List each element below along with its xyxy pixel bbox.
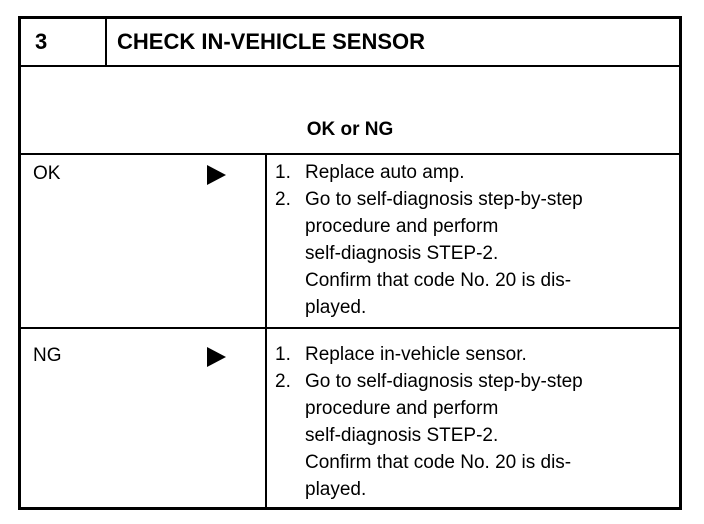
ok-label: OK xyxy=(33,163,61,184)
result-column-divider xyxy=(265,153,267,507)
check-table xyxy=(18,16,682,510)
ok-action-2 xyxy=(275,186,583,321)
action-number: 1. xyxy=(275,344,291,365)
prompt-separator xyxy=(21,153,679,155)
ok-action-1 xyxy=(275,159,583,186)
header-divider xyxy=(105,19,107,65)
action-number: 2. xyxy=(275,189,291,210)
action-text: self-diagnosis STEP-2. xyxy=(305,243,499,264)
header-separator xyxy=(21,65,679,67)
action-text: Go to self-diagnosis step-by-step xyxy=(305,371,583,392)
action-text: Go to self-diagnosis step-by-step xyxy=(305,189,583,210)
action-number: 2. xyxy=(275,371,291,392)
action-text: Confirm that code No. 20 is dis- xyxy=(305,452,572,473)
row-separator xyxy=(21,327,679,329)
action-text: self-diagnosis STEP-2. xyxy=(305,425,499,446)
action-text: Replace auto amp. xyxy=(305,162,465,183)
action-text: played. xyxy=(305,479,367,500)
ng-label: NG xyxy=(33,345,62,366)
action-text: played. xyxy=(305,297,367,318)
step-title: CHECK IN-VEHICLE SENSOR xyxy=(117,29,426,54)
step-number: 3 xyxy=(35,29,48,54)
action-text: Replace in-vehicle sensor. xyxy=(305,344,527,365)
ng-arrow-icon xyxy=(207,347,226,367)
ok-arrow-icon xyxy=(207,165,226,185)
ng-action-2 xyxy=(275,368,583,503)
ng-action-1 xyxy=(275,341,583,368)
ng-action-list xyxy=(275,341,583,503)
action-number: 1. xyxy=(275,162,291,183)
ok-action-list xyxy=(275,159,583,321)
ok-or-ng-prompt: OK or NG xyxy=(306,119,394,140)
action-text: procedure and perform xyxy=(305,398,499,419)
action-text: procedure and perform xyxy=(305,216,499,237)
action-text: Confirm that code No. 20 is dis- xyxy=(305,270,572,291)
